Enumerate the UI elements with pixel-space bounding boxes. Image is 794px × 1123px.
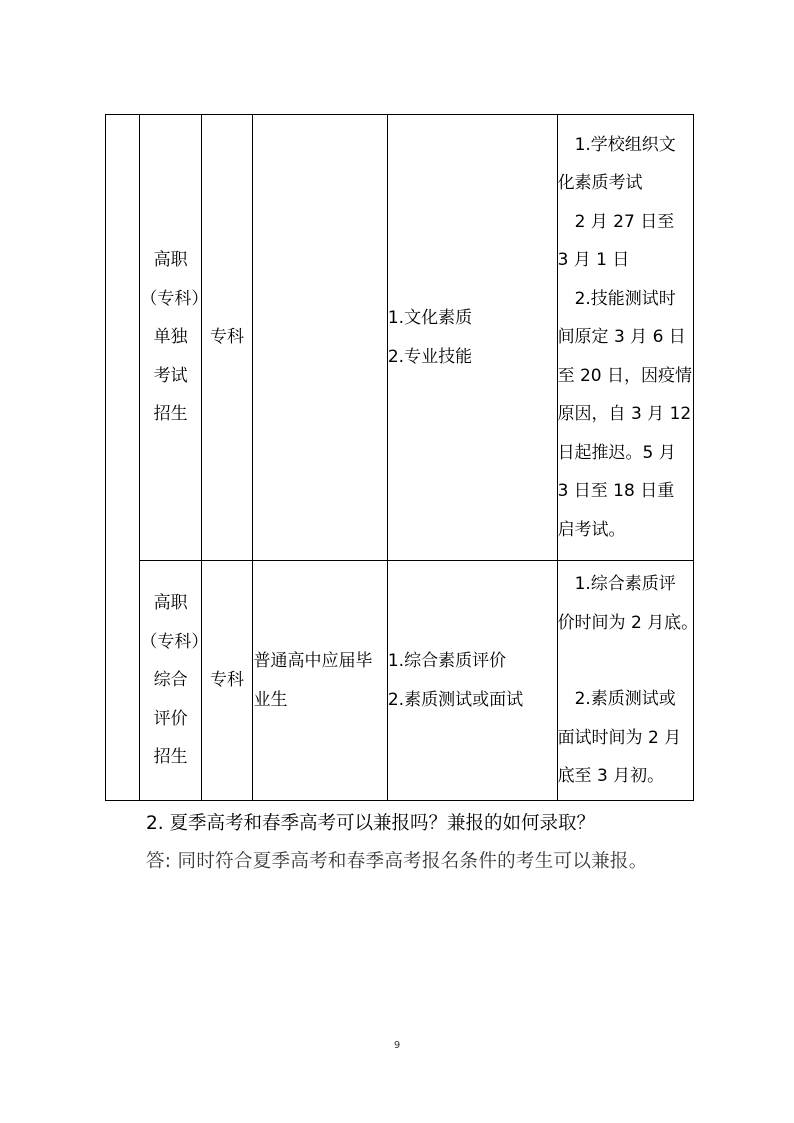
time-line: 间原定 3 月 6 日 (557, 327, 686, 348)
program-name-line: 高职 (153, 593, 188, 614)
program-name-line: 评价 (153, 708, 188, 729)
time-line: 原因，自 3 月 12 (557, 404, 692, 425)
time-line: 底至 3 月初。 (557, 766, 665, 787)
time-line: 2.技能测试时 (574, 288, 676, 309)
program-name-line: （专科） (140, 288, 209, 309)
time-line: 2 月 27 日至 (574, 211, 675, 232)
program-name-line: 招生 (153, 747, 188, 768)
table-row (106, 561, 694, 801)
time-line: 面试时间为 2 月 (557, 727, 682, 748)
method-line: 2.专业技能 (387, 346, 473, 367)
method-cell (387, 561, 557, 801)
time-line: 启考试。 (557, 519, 626, 540)
target-cell (253, 561, 387, 801)
time-line: 价时间为 2 月底。 (557, 612, 699, 633)
program-name-cell (140, 115, 209, 561)
target-cell (253, 115, 387, 561)
program-name-line: 招生 (153, 404, 188, 425)
answer-text: 答: 同时符合夏季高考和春季高考报名条件的考生可以兼报。 (146, 851, 648, 872)
time-line: 1.综合素质评 (574, 574, 676, 595)
page-number: 9 (393, 1040, 401, 1051)
time-line: 2.素质测试或 (574, 689, 676, 710)
time-cell (557, 115, 693, 561)
category-cell (106, 115, 140, 801)
method-line: 1.文化素质 (387, 308, 473, 328)
time-cell (557, 561, 699, 801)
target-line: 普通高中应届毕 (253, 651, 373, 671)
program-name-line: 综合 (153, 670, 188, 691)
level-cell: 专科 (201, 561, 253, 801)
program-name-line: 高职 (153, 250, 188, 271)
time-line: 化素质考试 (557, 173, 643, 194)
target-line: 业生 (253, 689, 288, 710)
program-name-cell (140, 561, 209, 801)
program-name-line: （专科） (140, 631, 209, 652)
method-line: 2.素质测试或面试 (387, 689, 524, 710)
question-text: 2. 夏季高考和春季高考可以兼报吗？兼报的如何录取？ (146, 813, 596, 834)
time-line: 至 20 日，因疫情 (557, 365, 693, 386)
time-line: 3 日至 18 日重 (557, 481, 675, 502)
time-line: 3 月 1 日 (557, 250, 630, 271)
time-line (558, 642, 693, 680)
program-name-line: 单独 (153, 327, 188, 348)
level-cell: 专科 (201, 115, 253, 561)
table-row (106, 115, 694, 561)
admission-table (105, 114, 699, 801)
program-name-line: 考试 (153, 365, 188, 386)
method-line: 1.综合素质评价 (387, 651, 507, 671)
time-line: 1.学校组织文 (574, 134, 676, 155)
method-cell (387, 115, 557, 561)
time-line: 日起推迟。5 月 (557, 442, 676, 463)
